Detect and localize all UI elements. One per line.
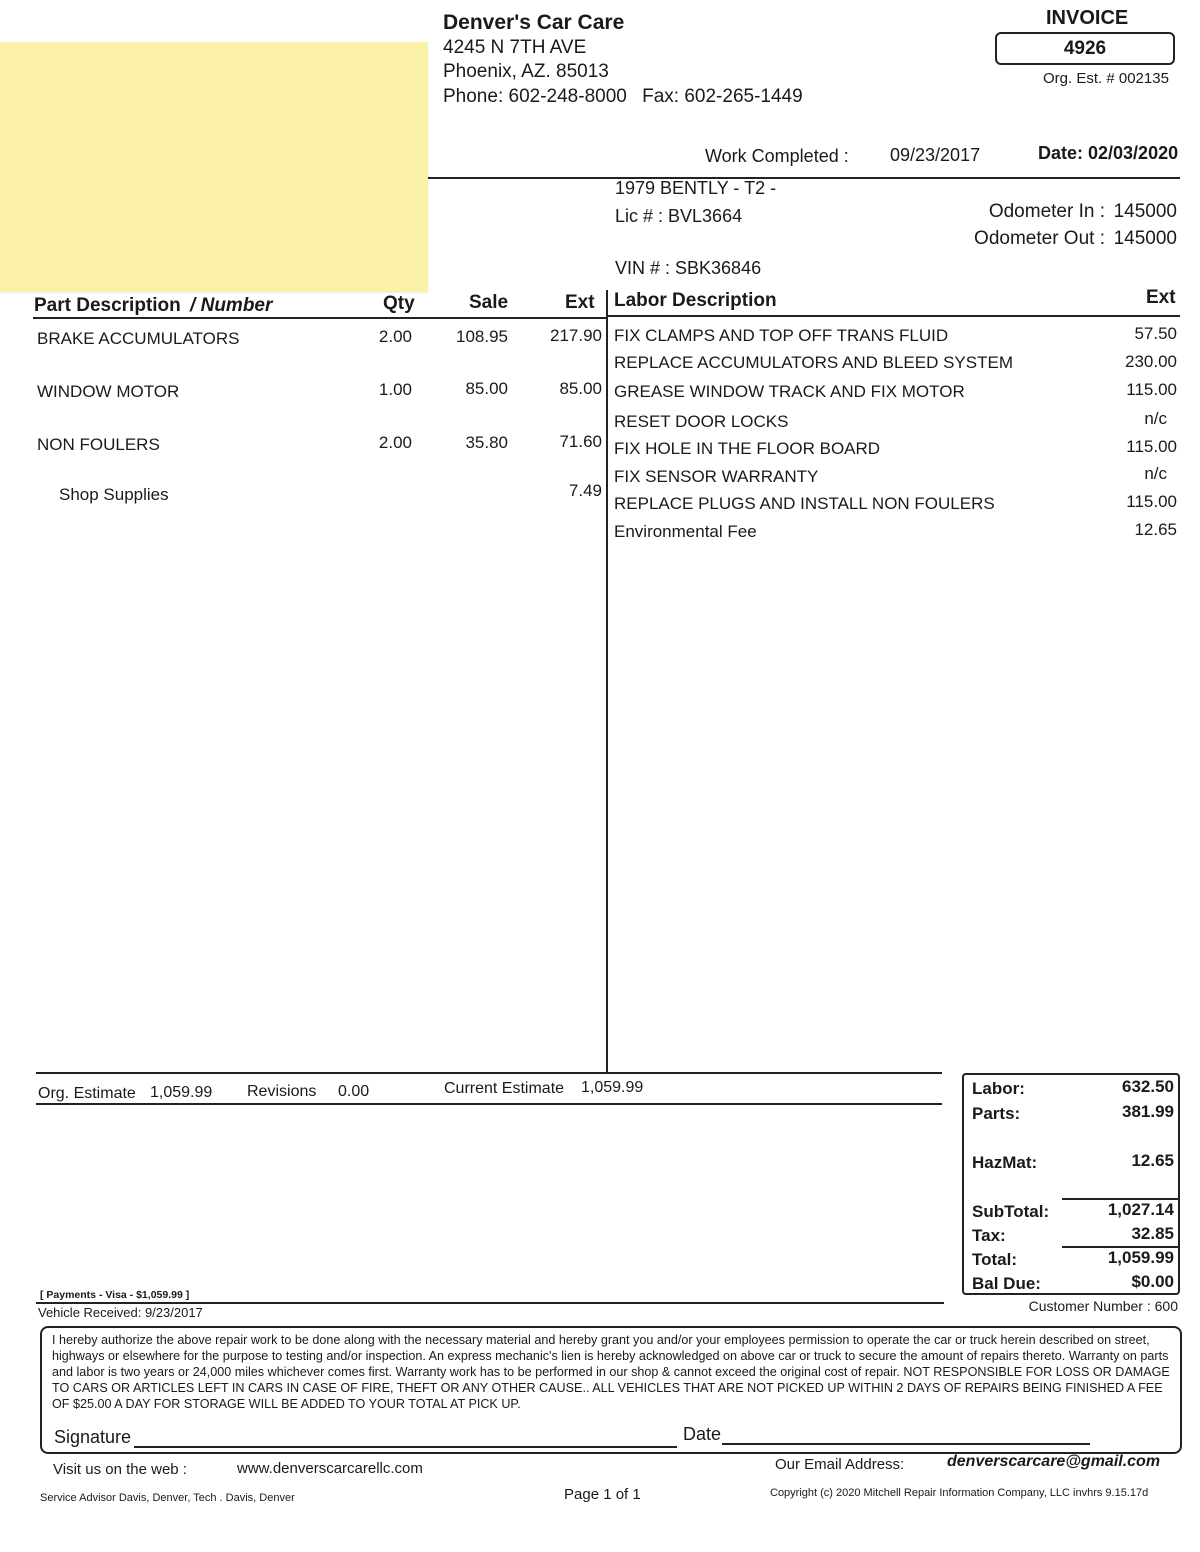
labor-description: GREASE WINDOW TRACK AND FIX MOTOR	[614, 382, 965, 401]
shop-name: Denver's Car Care	[443, 11, 625, 34]
shop-address: 4245 N 7TH AVE	[443, 37, 587, 58]
odometer-out-value: 145000	[1113, 228, 1177, 249]
phone-number: 602-248-8000	[508, 86, 627, 107]
estimates-bottom-rule	[36, 1103, 942, 1105]
signature-label: Signature	[54, 1427, 132, 1447]
labor-description: FIX SENSOR WARRANTY	[614, 467, 819, 486]
part-description: WINDOW MOTOR	[37, 382, 180, 401]
part-ext: 7.49	[568, 481, 602, 500]
payments-note: [ Payments - Visa - $1,059.99 ]	[40, 1289, 190, 1301]
revisions-label: Revisions	[247, 1083, 317, 1100]
header-divider	[428, 177, 1180, 179]
part-description: NON FOULERS	[37, 435, 160, 454]
service-advisor: Service Advisor Davis, Denver, Tech . Davis, Denver	[40, 1492, 295, 1504]
payments-rule	[36, 1302, 944, 1304]
part-description: BRAKE ACCUMULATORS	[37, 329, 240, 348]
part-qty: 2.00	[378, 327, 412, 346]
labor-ext: 12.65	[1134, 520, 1177, 539]
part-ext: 85.00	[559, 379, 602, 398]
vehicle-license: Lic # : BVL3664	[615, 206, 743, 226]
labor-ext: 115.00	[1126, 380, 1177, 399]
labor-description: REPLACE ACCUMULATORS AND BLEED SYSTEM	[614, 353, 1013, 372]
labor-ext: n/c	[1144, 409, 1167, 428]
parts-header-sale: Sale	[469, 292, 509, 313]
fax-number: 602-265-1449	[684, 86, 803, 107]
labor-ext: 115.00	[1126, 492, 1177, 511]
shop-phone-line	[443, 86, 803, 108]
estimates-top-rule	[36, 1072, 942, 1074]
part-qty: 1.00	[378, 380, 412, 399]
date-line[interactable]	[722, 1443, 1090, 1445]
vehicle-received: Vehicle Received: 9/23/2017	[38, 1305, 203, 1320]
tax-label: Tax:	[972, 1226, 1006, 1245]
authorization-box	[40, 1326, 1182, 1454]
current-estimate-label: Current Estimate	[444, 1080, 565, 1097]
labor-description: RESET DOOR LOCKS	[614, 412, 789, 431]
labor-total-value: 632.50	[1122, 1077, 1174, 1096]
part-sale: 85.00	[465, 379, 508, 398]
odometer-out-label: Odometer Out :	[974, 228, 1105, 249]
email-link[interactable]: denverscarcare@gmail.com	[947, 1453, 1161, 1470]
work-completed-label: Work Completed :	[705, 146, 849, 166]
labor-ext: 230.00	[1125, 352, 1177, 371]
email-label: Our Email Address:	[775, 1456, 905, 1473]
labor-description: Environmental Fee	[614, 522, 757, 541]
subtotal-value: 1,027.14	[1107, 1200, 1174, 1219]
hazmat-label: HazMat:	[972, 1153, 1038, 1172]
vehicle-model: 1979 BENTLY - T2 -	[615, 178, 777, 198]
authorization-text: I hereby authorize the above repair work to be done along with the necessary material and hereby grant you and/or your employees permission to operate the car or truck herein described on street, highways or elsewhere for the purpose to testing and/or inspection. An express mechanic's lien is hereby acknowledged on above car or truck to secure the amount of repairs thereto. Warranty on parts and labor is two years or 24,000 miles whichever comes first. Warranty work has to be performed in our shop & cannot exceed the original cost of repair. NOT RESPONSIBLE FOR LOSS OR DAMAGE TO CARS OR ARTICLES LEFT IN CARS IN CASE OF FIRE, THEFT OR ANY OTHER CAUSE.. ALL VEHICLES THAT ARE NOT PICKED UP WITHIN 2 DAYS OF REPAIRS BEING FINISHED A FEE OF $25.00 A DAY FOR STORAGE WILL BE ADDED TO YOUR TOTAL AT PICK UP.	[52, 1333, 1170, 1411]
org-estimate-label: Org. Estimate	[38, 1085, 136, 1102]
hazmat-value: 12.65	[1131, 1151, 1174, 1170]
parts-header-qty: Qty	[383, 293, 415, 314]
org-estimate-number: Org. Est. # 002135	[1043, 70, 1169, 87]
total-label: Total:	[972, 1250, 1018, 1269]
part-sale: 108.95	[456, 327, 508, 346]
balance-due-value: $0.00	[1131, 1272, 1174, 1291]
page-number: Page 1 of 1	[564, 1486, 641, 1503]
current-estimate-value: 1,059.99	[581, 1079, 644, 1096]
labor-ext: n/c	[1144, 464, 1167, 483]
phone-label: Phone:	[443, 86, 504, 107]
labor-header-description: Labor Description	[614, 290, 777, 311]
part-sale: 35.80	[465, 433, 508, 452]
column-divider	[606, 290, 608, 1073]
invoice-label: INVOICE	[1046, 7, 1129, 29]
labor-ext: 57.50	[1134, 324, 1177, 343]
total-value: 1,059.99	[1107, 1248, 1174, 1267]
parts-total-value: 381.99	[1122, 1102, 1174, 1121]
revisions-value: 0.00	[338, 1083, 370, 1100]
labor-total-label: Labor:	[972, 1079, 1025, 1098]
labor-ext: 115.00	[1126, 437, 1177, 456]
totals-box	[962, 1073, 1180, 1295]
website-link[interactable]: www.denverscarcarellc.com	[237, 1460, 423, 1477]
part-ext: 217.90	[550, 326, 602, 345]
part-qty: 2.00	[378, 433, 412, 452]
customer-number: Customer Number : 600	[1028, 1298, 1178, 1314]
sticky-note-redaction	[0, 42, 428, 292]
labor-description: FIX HOLE IN THE FLOOR BOARD	[614, 439, 881, 458]
fax-label: Fax:	[642, 86, 680, 107]
invoice-number: 4926	[995, 32, 1175, 65]
odometer-in-value: 145000	[1113, 201, 1177, 222]
org-estimate-value: 1,059.99	[150, 1084, 213, 1101]
part-ext: 71.60	[559, 432, 602, 451]
shop-city: Phoenix, AZ. 85013	[443, 61, 609, 82]
tax-value: 32.85	[1131, 1224, 1174, 1243]
invoice-date: Date: 02/03/2020	[1038, 143, 1179, 163]
balance-due-label: Bal Due:	[972, 1274, 1041, 1293]
parts-header-description: Part Description / Number	[34, 295, 273, 316]
copyright: Copyright (c) 2020 Mitchell Repair Information Company, LLC invhrs 9.15.17d	[770, 1487, 1149, 1499]
website-label: Visit us on the web :	[53, 1461, 187, 1478]
labor-header-rule	[607, 315, 1180, 317]
parts-header-rule	[33, 317, 607, 319]
parts-total-label: Parts:	[972, 1104, 1021, 1123]
odometer-in-label: Odometer In :	[988, 201, 1105, 222]
labor-description: FIX CLAMPS AND TOP OFF TRANS FLUID	[614, 326, 949, 345]
labor-description: REPLACE PLUGS AND INSTALL NON FOULERS	[614, 494, 995, 513]
signature-line[interactable]	[134, 1446, 677, 1448]
vehicle-vin: VIN # : SBK36846	[615, 258, 762, 278]
subtotal-label: SubTotal:	[972, 1202, 1050, 1221]
parts-header-ext: Ext	[565, 292, 595, 313]
work-completed-date: 09/23/2017	[890, 145, 981, 165]
date-label: Date	[683, 1424, 722, 1444]
labor-header-ext: Ext	[1146, 287, 1176, 308]
part-description: Shop Supplies	[59, 485, 169, 504]
